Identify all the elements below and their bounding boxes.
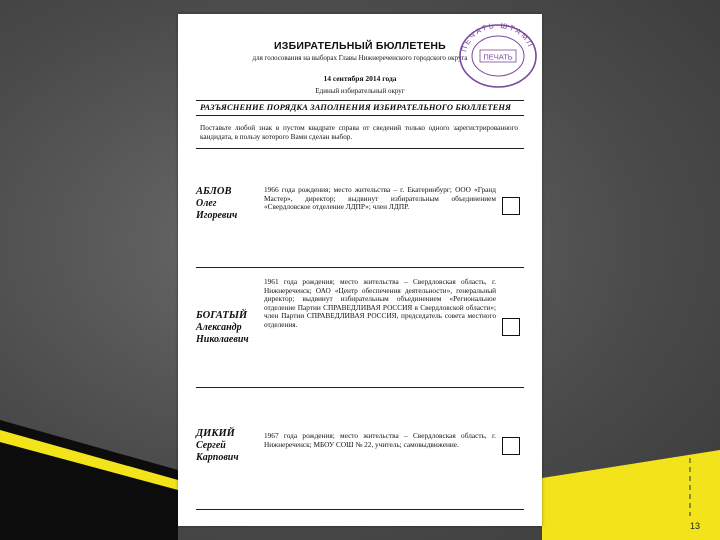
candidate-surname: АБЛОВ (196, 186, 232, 197)
header-divider (196, 100, 524, 101)
stamp-outer-text: ПЕЧАТЬ ШТАМП (459, 20, 536, 53)
instruction-divider (196, 148, 524, 149)
stamp-inner-text: ПЕЧАТЬ (483, 52, 513, 62)
vote-checkbox-dikii[interactable] (502, 437, 520, 455)
candidate-surname: БОГАТЫЙ (196, 310, 248, 321)
candidate-first-name: Сергей (196, 440, 226, 451)
candidate-info: 1966 года рождения; место жительства – г. Екатеринбург; ООО «Гранд Мастер», директор; выдвинут избирательным объединением «Свердловское отделение ЛДПР»; член ЛДПР. (264, 185, 496, 212)
instruction-text: Поставьте любой знак в пустом квадрате справа от сведений только одного зарегистрированного кандидата, в пользу которого Вами сделан выбор. (200, 124, 518, 141)
candidate-first-name: Александр (196, 322, 242, 333)
candidate-name-ablov (196, 186, 266, 222)
candidate-name-bogatyi (196, 310, 266, 346)
candidate-patronymic: Игоревич (196, 210, 238, 221)
candidate-first-name: Олег (196, 198, 217, 209)
vote-checkbox-bogatyi[interactable] (502, 318, 520, 336)
ballot-title: ИЗБИРАТЕЛЬНЫЙ БЮЛЛЕТЕНЬ (274, 40, 446, 52)
vote-checkbox-ablov[interactable] (502, 197, 520, 215)
candidate-divider (196, 267, 524, 268)
election-district: Единый избирательный округ (315, 87, 405, 95)
candidate-patronymic: Карпович (196, 452, 239, 463)
seal-stamp (452, 20, 544, 90)
candidate-surname: ДИКИЙ (196, 428, 235, 439)
explanation-title: РАЗЪЯСНЕНИЕ ПОРЯДКА ЗАПОЛНЕНИЯ ИЗБИРАТЕЛЬНОГО БЮЛЛЕТЕНЯ (200, 102, 512, 112)
candidate-divider (196, 509, 524, 510)
explanation-divider (196, 115, 524, 116)
candidate-patronymic: Николаевич (196, 334, 249, 345)
ballot-document (178, 14, 542, 526)
ballot-subtitle: для голосования на выборах Главы Нижнереченского городского округа (252, 54, 468, 62)
candidate-name-dikii (196, 428, 266, 464)
candidate-info: 1967 года рождения; место жительства – Свердловская область, г. Нижнереченск; МБОУ СОШ № 22, учитель; самовыдвижение. (264, 431, 496, 449)
candidate-divider (196, 387, 524, 388)
candidate-info: 1961 года рождения; место жительства – Свердловская область, г. Нижнереченск; ОАО «Центр обеспечения деятельности», генеральный директор; выдвинут избирательным объединением «Региональное отделение Партии СПРАВЕДЛИВАЯ РОССИЯ в Свердловской области»; член Партии СПРАВЕДЛИВАЯ РОССИЯ, председатель совета местного отделения. (264, 277, 496, 329)
election-date: 14 сентября 2014 года (323, 74, 397, 83)
page-number: 13 (690, 521, 701, 531)
